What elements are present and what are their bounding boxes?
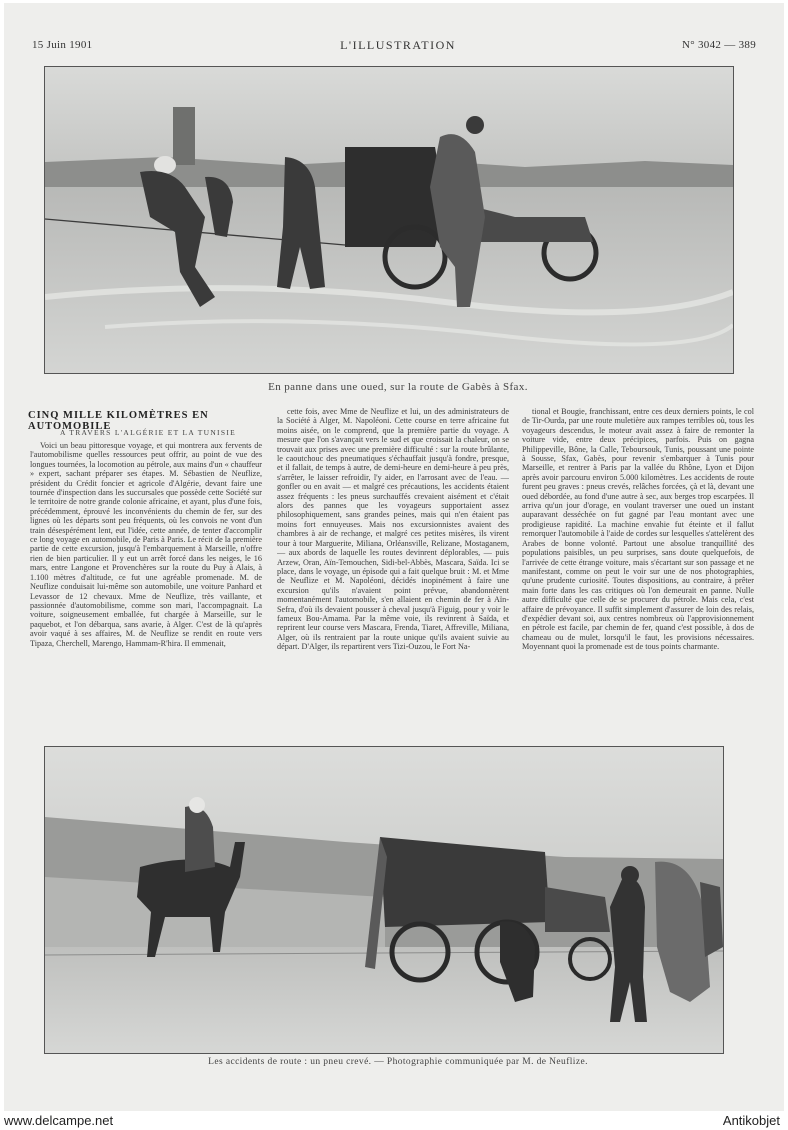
photo-stuck-car-in-oued xyxy=(44,66,734,374)
article-column-3 xyxy=(522,407,754,731)
journal-title: L'ILLUSTRATION xyxy=(340,38,456,52)
article-subtitle: A TRAVERS L'ALGÉRIE ET LA TUNISIE xyxy=(60,428,236,437)
article-col1-text: Voici un beau pittoresque voyage, et qui montrera aux fervents de l'automobilisme quelles ressources peut offrir, au point de vue des longues tournées, la locomotion au pétrole, aux mains d'un « chauffeur » expert, sachant préparer ses étapes. M. Sébastien de Neuflize, président du Crédit foncier et agricole d'Algérie, devant faire une tournée d'inspection dans les succursales que possède cette Société sur le territoire de notre grande colonie africaine, et ayant, plus d'une fois, précédemment, éprouvé les inconvénients du chemin de fer, sur des lignes où les départs sont peu fréquents, où les convois ne vont d'un train désespérément lent, eut l'idée, cette année, de tenter d'accomplir ce long voyage en automobile, de Paris à Paris. Le récit de la première partie de cette excursion, jusqu'à l'embarquement à Marseille, n'offre rien de bien particulier. Il y eut un arrêt forcé dans les neiges, le 16 mars, entre Langone et Provenchères sur la route du Puy à Alais, à 1.100 mètres d'altitude, ce fut une agréable promenade. M. de Neuflize conduisait lui-même son automobile, une voiture Panhard et Levassor de 12 chevaux. Mme de Neuflize, très vaillante, et passionnée d'automobilisme, comme son mari, l'accompagnait. La voiture, soigneusement emballée, fut chargée à Marseille, sur le paquebot, et l'on débarqua, sans avarie, à Alger. C'est de là qu'après avoir vaqué à ses affaires, M. de Neuflize se rendit en route vers Tipaza, Cherchell, Marengo, Hammam-R'hira. Il emmenait, xyxy=(30,441,262,648)
footer-site-label: www.delcampe.net xyxy=(4,1113,114,1128)
top-photo-caption: En panne dans une oued, sur la route de Gabès à Sfax. xyxy=(268,381,528,393)
article-column-2 xyxy=(277,407,509,731)
footer-seller-label: Antikobjet xyxy=(722,1113,780,1128)
article-column-1 xyxy=(30,441,262,731)
photo-flat-tire xyxy=(44,746,724,1054)
photo-stuck-car-illustration xyxy=(45,67,733,373)
article-col3-text: tional et Bougie, franchissant, entre ces deux derniers points, le col de Tir-Ourda, par une route muletière aux rampes terribles où, tous les voyageurs descendus, le moteur avait assez à faire de remonter la voiture vide, entre deux précipices, parfois. Puis on gagna Philippeville, Bône, la Calle, Teboursouk, Tunis, poussant une pointe à Sousse, Sfax, Gabès, pour revenir s'embarquer à Tunis pour Marseille, et rentrer à Paris par la vallée du Rhône, Lyon et Dijon après avoir parcouru environ 5.000 kilomètres. Les accidents de route furent peu graves : pneus crevés, relâches forcées, çà et là, devant une oued débordée, au fond d'une autre à sec, aux berges trop escarpées. Il arriva qu'un jour d'orage, en voulant traverser une oued un instant auparavant desséchée on fut gagné par l'eau montant avec une prodigieuse rapidité. La machine envahie fut éteinte et il fallut remorquer l'automobile à l'aide de cordes sur lesquelles s'attelèrent des Arabes de bonne volonté. Partout une absolue tranquillité des populations paisibles, un peu surprises, sans doute quelquefois, de l'arrivée de cette étrange voiture, mais s'écartant sur son passage et ne manifestant, comme on peut le voir sur une de nos photographies, qu'une prudente curiosité. Toutes dispositions, au contraire, à prêter main forte dans les cas critiques où l'on demeurait en panne. Nulle autre difficulté que celle de se procurer du pétrole. Mais cela, c'est affaire de prévoyance. Il suffit simplement d'assurer de loin des relais, d'expédier devant soi, aux centres nombreux où l'approvisionnement en pétrole est facile, par chemin de fer, quand c'est possible, à dos de chameau ou de mulet, lorsqu'il le faut, les provisions nécessaires. Moyennant quoi la promenade est de tous points charmante. xyxy=(522,407,754,652)
article-title: CINQ MILLE KILOMÈTRES EN AUTOMOBILE xyxy=(28,410,209,432)
bottom-photo-caption: Les accidents de route : un pneu crevé. — Photographie communiquée par M. de Neuflize. xyxy=(208,1057,588,1067)
issue-date: 15 Juin 1901 xyxy=(32,39,93,51)
photo-flat-tire-illustration xyxy=(45,747,723,1053)
article-col2-text: cette fois, avec Mme de Neuflize et lui, un des administrateurs de la Société à Alger, M. Napoléoni. Cette course en terre africaine fut moins aisée, on le comprend, que la première partie du voyage. A mesure que l'on s'avançait vers le sud et que croissait la chaleur, on se trouvait aux prises avec une première difficulté : sur la route brûlante, le caoutchouc des pneumatiques s'échauffait jusqu'à fondre, presque, et il fallait, de temps à autre, de demi-heure en demi-heure à peu près, s'arrêter, le laisser refroidir, l'y aider, en l'arrosant avec de l'eau. — gonfler ou en avait — et malgré ces précautions, les accidents étaient assez fréquents : les pneus surchauffés crevaient aisément et c'était alors des pannes que les voyageurs supportaient assez philosophiquement, sans grandes peines, mais qui n'en étaient pas moins fort ennuyeuses. Mais nos excursionnistes avaient des chambres à air de rechange, et malgré ces petites misères, ils virent tour à tour Marguerite, Miliana, Orléansville, Relizane, Mostaganem, — aux abords de laquelle les routes devinrent déplorables, — puis Arzew, Oran, Aïn-Temouchen, Sidi-bel-Abbès, Mascara, Saïda. Ici se place, dans le voyage, un épisode qui a fait quelque bruit : M. et Mme de Neuflize et M. Napoléoni, décidés inopinément à faire une excursion qu'ils n'avaient point prévue, abandonnèrent momentanément l'automobile, s'en allaient en chemin de fer à Aïn-Sefra, d'où ils devaient pousser à cheval jusqu'à Figuig, pour y voir le fameux Bou-Amama. Par la même voie, ils revinrent à Saïda, et reprirent leur course vers Mascara, Frenda, Tiaret, Affreville, Miliana, Alger, où ils rentraient par la route unique qu'ils avaient suivie au départ. D'Alger, ils repartirent vers Tizi-Ouzou, le Fort Na- xyxy=(277,407,509,652)
issue-number: N° 3042 — 389 xyxy=(682,39,756,51)
footer-bar xyxy=(0,1111,788,1130)
newspaper-page xyxy=(4,3,784,1111)
